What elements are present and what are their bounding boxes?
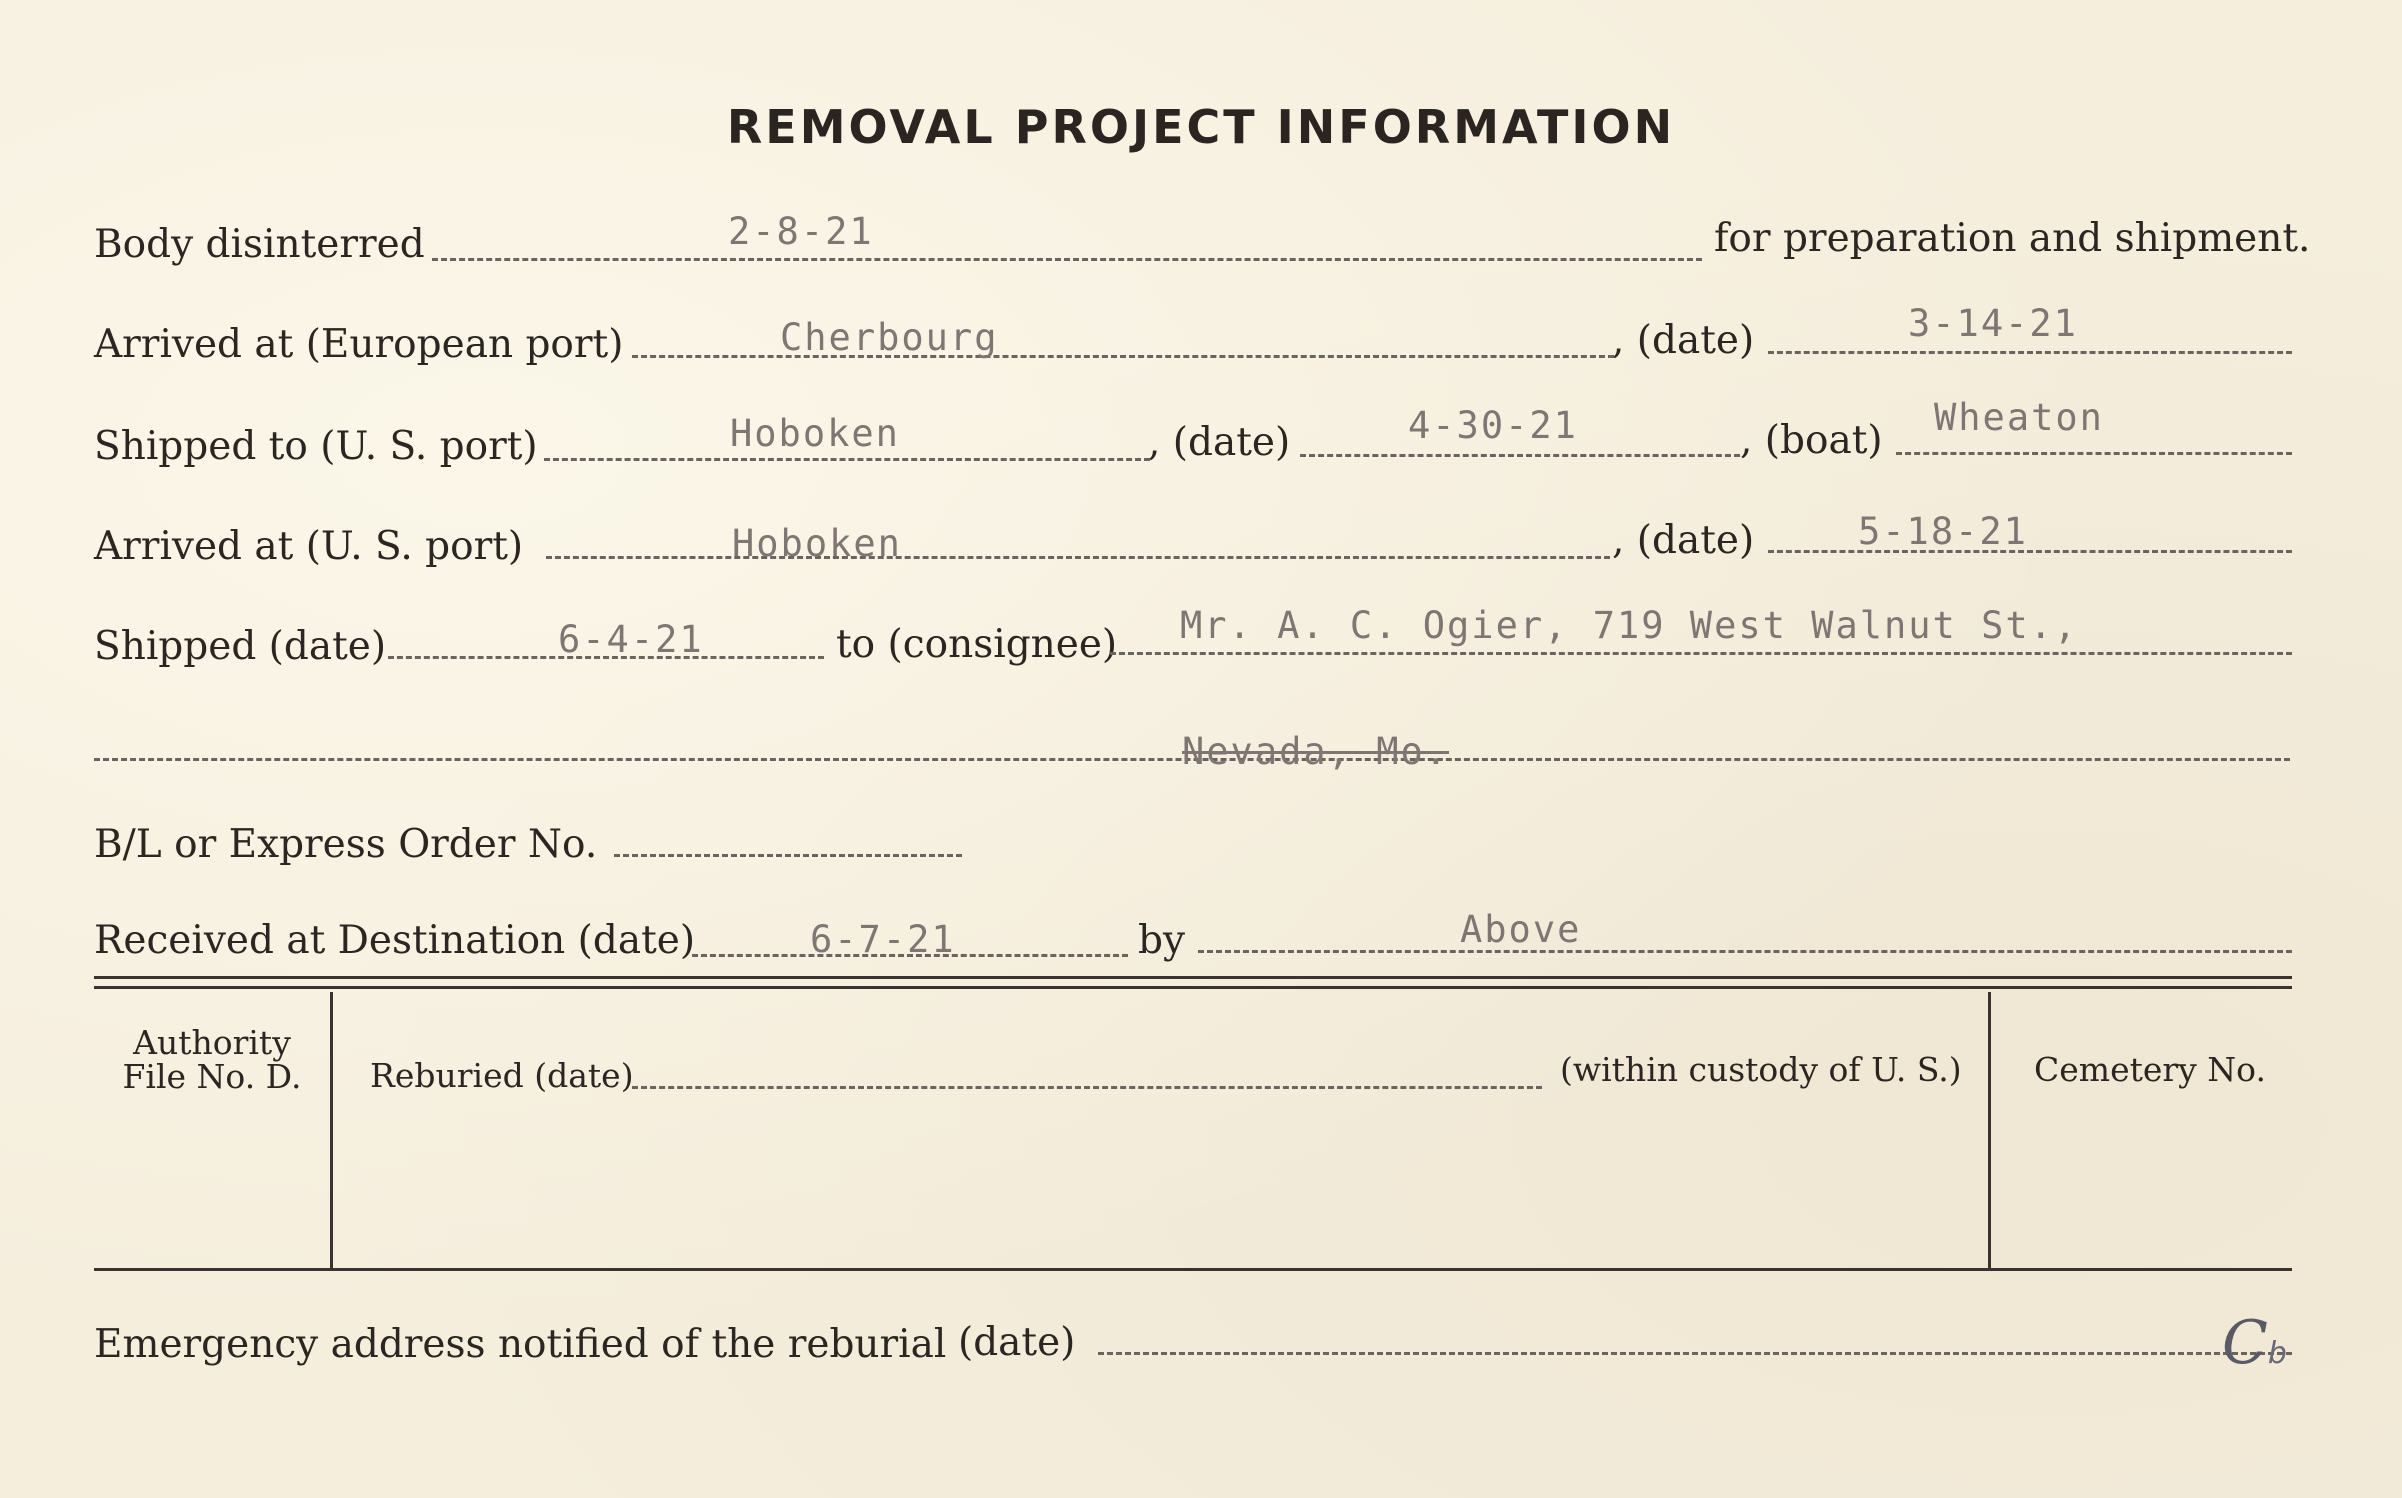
line-body-disinterred bbox=[432, 258, 1702, 261]
label-file-no: File No. D. bbox=[122, 1057, 302, 1096]
line-boat bbox=[1896, 452, 2292, 455]
value-european-date: 3-14-21 bbox=[1908, 302, 2078, 345]
label-arrived-us-port: Arrived at (U. S. port) bbox=[94, 524, 524, 569]
line-consignee-1 bbox=[1110, 652, 2292, 655]
value-us-port-arrived: Hoboken bbox=[732, 522, 902, 565]
divider-vertical-right bbox=[1988, 992, 1991, 1270]
label-authority: Authority bbox=[133, 1023, 291, 1062]
value-shipped-date-us: 4-30-21 bbox=[1408, 404, 1578, 447]
authority-file-no bbox=[94, 1023, 330, 1096]
label-cemetery-no: Cemetery No. bbox=[2034, 1050, 2266, 1089]
label-shipped-date: Shipped (date) bbox=[94, 624, 387, 669]
value-european-port: Cherbourg bbox=[780, 316, 999, 359]
value-us-port-shipped: Hoboken bbox=[730, 412, 900, 455]
value-received-by: Above bbox=[1460, 908, 1582, 951]
corner-small-mark: b bbox=[2267, 1336, 2287, 1371]
line-received-by bbox=[1198, 950, 2292, 953]
value-received-date: 6-7-21 bbox=[810, 918, 956, 961]
label-to-consignee: to (consignee) bbox=[836, 622, 1118, 667]
label-boat: , (boat) bbox=[1740, 418, 1883, 463]
label-received-destination: Received at Destination (date) bbox=[94, 918, 696, 963]
value-consignee-line1: Mr. A. C. Ogier, 719 West Walnut St., bbox=[1180, 604, 2079, 647]
label-arrived-date-us: , (date) bbox=[1612, 518, 1755, 563]
page-title: REMOVAL PROJECT INFORMATION bbox=[726, 100, 1676, 154]
value-shipped-date: 6-4-21 bbox=[558, 618, 704, 661]
line-bl-express-order bbox=[614, 854, 962, 857]
value-body-disinterred: 2-8-21 bbox=[728, 210, 874, 253]
line-reburied-date bbox=[632, 1086, 1542, 1089]
label-arrived-european-port: Arrived at (European port) bbox=[94, 322, 624, 367]
divider-vertical-left bbox=[330, 992, 333, 1270]
line-us-port-shipped bbox=[544, 458, 1150, 461]
label-emergency-date: (date) bbox=[958, 1320, 1076, 1365]
divider-top-2 bbox=[94, 986, 2292, 989]
label-bl-express-order: B/L or Express Order No. bbox=[94, 822, 598, 867]
label-within-custody: (within custody of U. S.) bbox=[1560, 1050, 1962, 1089]
divider-bottom bbox=[94, 1268, 2292, 1271]
label-shipped-date-us: , (date) bbox=[1148, 420, 1291, 465]
line-emergency-date bbox=[1098, 1352, 2292, 1355]
value-boat: Wheaton bbox=[1934, 396, 2104, 439]
line-european-date bbox=[1768, 351, 2292, 354]
divider-top-1 bbox=[94, 976, 2292, 979]
label-received-by: by bbox=[1138, 918, 1185, 963]
label-for-preparation: for preparation and shipment. bbox=[1714, 216, 2311, 261]
value-consignee-line2: Nevada, Mo. bbox=[1182, 730, 1450, 773]
label-emergency-address: Emergency address notified of the reburial bbox=[94, 1322, 947, 1367]
line-us-port-arrived bbox=[546, 556, 1610, 559]
label-european-date: , (date) bbox=[1612, 318, 1755, 363]
value-arrived-date-us: 5-18-21 bbox=[1858, 510, 2028, 553]
line-arrived-date-us bbox=[1768, 550, 2292, 553]
label-body-disinterred: Body disinterred bbox=[94, 222, 425, 267]
label-reburied-date: Reburied (date) bbox=[370, 1056, 634, 1095]
line-shipped-date-us bbox=[1300, 454, 1740, 457]
handwritten-initials-icon bbox=[2222, 1308, 2287, 1378]
label-shipped-to-us-port: Shipped to (U. S. port) bbox=[94, 424, 538, 469]
corner-initial: C bbox=[2222, 1308, 2268, 1378]
